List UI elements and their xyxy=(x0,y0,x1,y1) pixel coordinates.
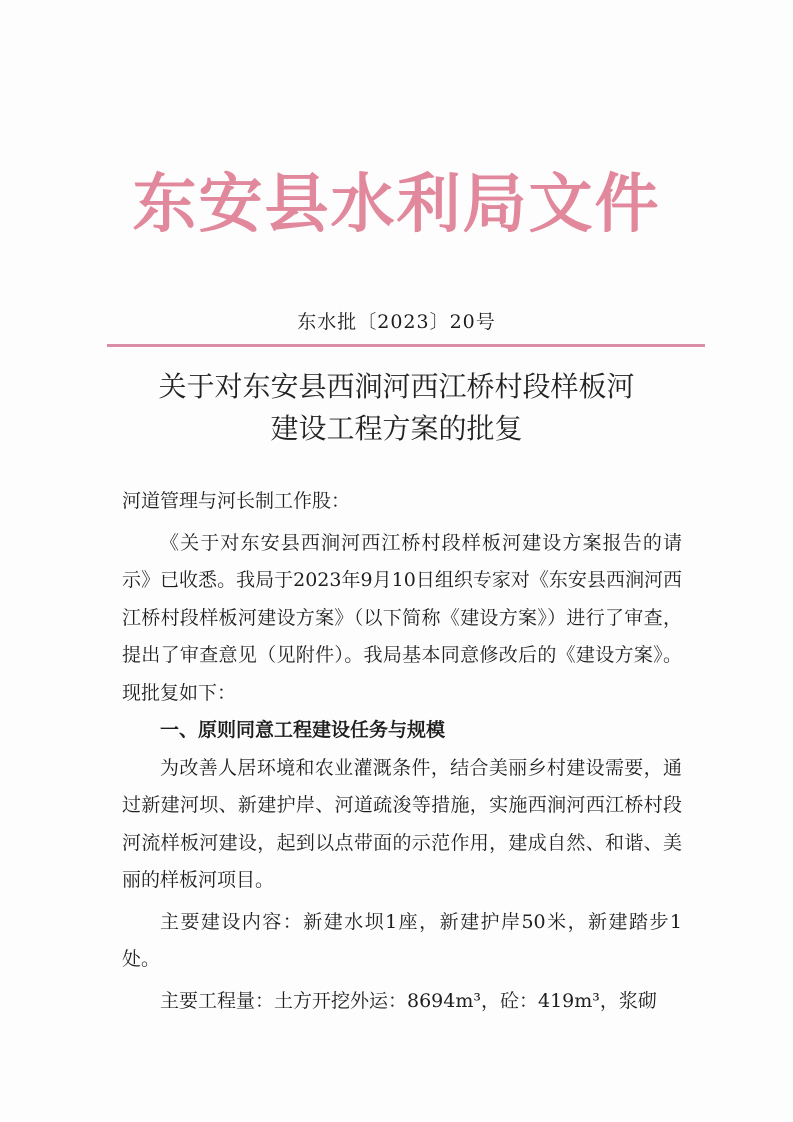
document-number: 东水批〔2023〕20号 xyxy=(297,311,496,333)
title-line-2: 建设工程方案的批复 xyxy=(270,412,523,445)
paragraph-main-quantities: 主要工程量：土方开挖外运：8694m³，砼：419m³，浆砌 xyxy=(160,989,657,1012)
document-title xyxy=(0,366,793,450)
masthead-title: 东安县水利局文件 xyxy=(132,167,661,242)
document-body xyxy=(122,483,682,1020)
paragraph-request-received: 《关于对东安县西涧河西江桥村段样板河建设方案报告的请示》已收悉。我局于2023年9月10日组织专家对《东安县西涧河西江桥村段样板河建设方案》（以下简称《建设方案》）进行了审查，提出了审查意见（见附件）。我局基本同意修改后的《建设方案》。现批复如下： xyxy=(122,531,682,704)
title-line-1: 关于对东安县西涧河西江桥村段样板河 xyxy=(158,370,635,403)
section-heading-1: 一、原则同意工程建设任务与规模 xyxy=(160,719,446,741)
paragraph-project-purpose: 为改善人居环境和农业灌溉条件，结合美丽乡村建设需要，通过新建河坝、新建护岸、河道疏浚等措施，实施西涧河西江桥村段河流样板河建设，起到以点带面的示范作用，建成自然、和谐、美丽的样板河项目。 xyxy=(122,756,682,891)
paragraph-main-content: 主要建设内容：新建水坝1座，新建护岸50米，新建踏步1处。 xyxy=(122,910,682,970)
red-separator-line xyxy=(107,344,705,347)
salutation: 河道管理与河长制工作股： xyxy=(122,490,351,512)
